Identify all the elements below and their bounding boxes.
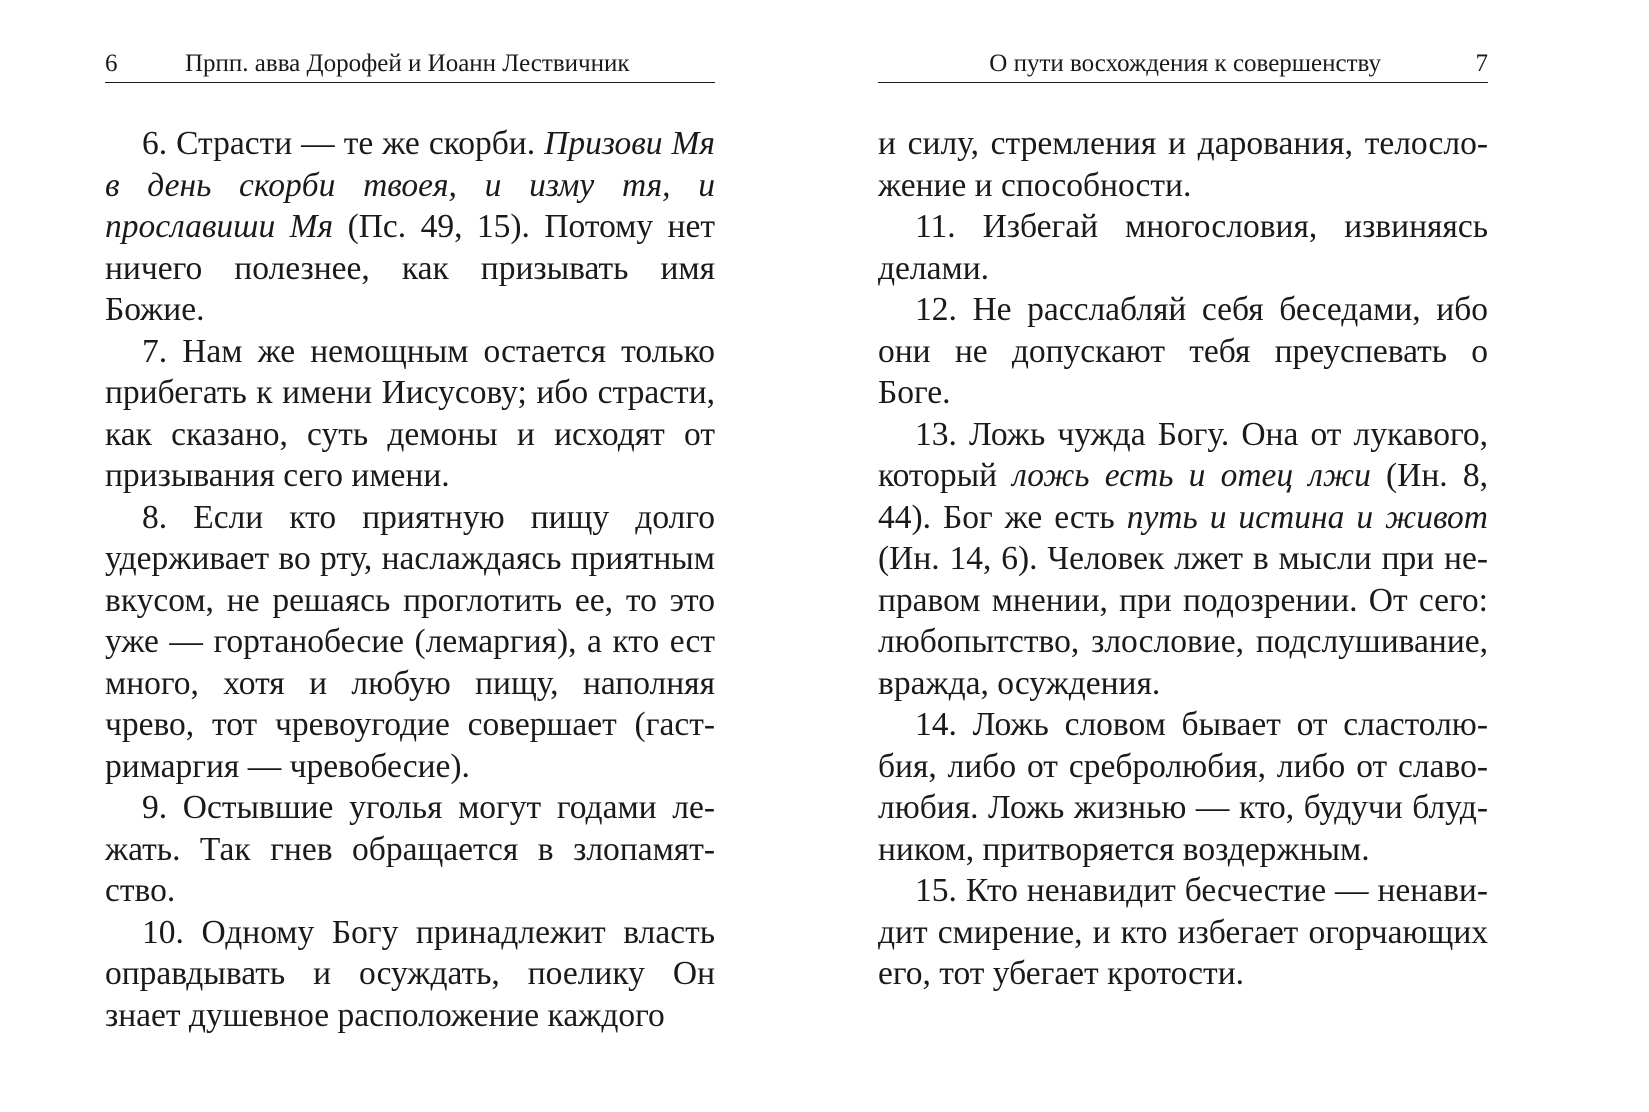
paragraph-15: 15. Кто ненавидит бесчестие — ненавидит смирение, и кто избегает огорчающих его, тот убегает кротости. xyxy=(878,872,1488,992)
running-title: О пути восхождения к совершенству xyxy=(989,50,1381,77)
page-number: 7 xyxy=(1475,50,1488,77)
scripture-quote: Призови Мя в день скорби твоея, и изму тя, и прославиши Мя xyxy=(105,125,715,245)
running-title: Прпп. авва Дорофей и Иоанн Лествичник xyxy=(185,50,630,77)
running-header xyxy=(105,0,715,83)
paragraph-10: 10. Одному Богу принадлежит власть оправдывать и осуждать, поелику Он знает душевное расположение каждого xyxy=(105,913,715,1034)
page-body xyxy=(105,123,715,1036)
paragraph-7: 7. Нам же немощным остается только прибегать к имени Иисусову; ибо страсти, как сказано, суть демоны и исходят от призывания сего имени. xyxy=(105,332,715,494)
right-page xyxy=(878,0,1488,995)
left-page xyxy=(105,0,715,1036)
scripture-quote: ложь есть и отец лжи xyxy=(1012,457,1371,494)
paragraph-14: 14. Ложь словом бывает от сластолюбия, либо от сребролюбия, либо от славолюбия. Ложь жизнью — кто, будучи блудником, притворяется воздержным. xyxy=(878,706,1488,868)
page-body xyxy=(878,123,1488,995)
paragraph-11: 11. Избегай многословия, извиняясь делами. xyxy=(878,208,1488,287)
page-number: 6 xyxy=(105,50,118,77)
paragraph-13: 13. Ложь чужда Богу. Она от лукавого, который ложь есть и отец лжи (Ин. 8, 44). Бог же есть путь и истина и живот (Ин. 14, 6). Человек лжет в мысли при неправом мнении, при подозрении. От сего: любопытство, злословие, подслушивание, вражда, осуждения. xyxy=(878,415,1488,702)
paragraph-8: 8. Если кто приятную пищу долго удерживает во рту, наслаждаясь приятным вкусом, не решаясь проглотить ее, то это уже — гортанобесие (лемаргия), а кто ест много, хотя и любую пищу, наполняя чрево, тот чревоугодие совершает (гастримаргия — чревобесие). xyxy=(105,498,715,785)
paragraph-10-continuation: и силу, стремления и дарования, телосложение и способности. xyxy=(878,125,1488,204)
running-header xyxy=(878,0,1488,83)
paragraph-6: 6. Страсти — те же скорби. Призови Мя в день скорби твоея, и изму тя, и прославиши Мя (Пс. 49, 15). Потому нет ничего полезнее, как призывать имя Божие. xyxy=(105,125,715,328)
paragraph-12: 12. Не расслабляй себя беседами, ибо они не допускают тебя преуспевать о Боге. xyxy=(878,291,1488,411)
scripture-quote: путь и истина и живот xyxy=(1126,498,1488,536)
paragraph-9: 9. Остывшие уголья могут годами лежать. Так гнев обращается в злопамятство. xyxy=(105,789,715,909)
